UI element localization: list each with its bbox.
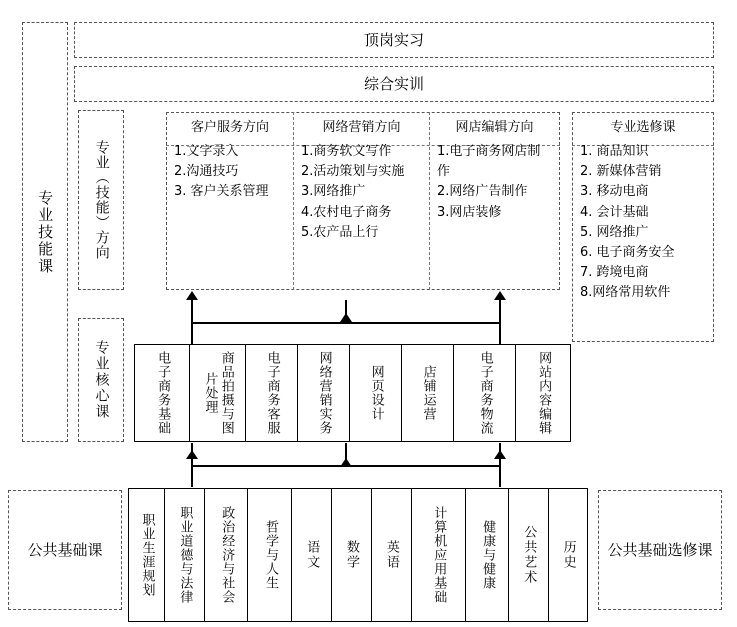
core-course-label-1: 商品拍摄与图片处理: [202, 351, 234, 435]
base-course-cell-2: [205, 489, 249, 621]
base-course-label-10: 历史: [560, 540, 576, 570]
rail-public-base: [8, 490, 122, 610]
electives-item-7: 8.网络常用软件: [580, 285, 671, 301]
base-course-cell-1: [165, 489, 205, 621]
arrow-up-upper-left: [186, 291, 198, 300]
core-course-label-3: 网络营销实务: [316, 351, 332, 435]
base-course-cell-8: [466, 489, 510, 621]
core-course-label-0: 电子商务基础: [155, 351, 171, 435]
direction-header-0: 客户服务方向: [190, 120, 269, 135]
core-course-row: [134, 344, 571, 442]
core-course-label-2: 电子商务客服: [264, 351, 280, 435]
base-course-cell-3: [248, 489, 292, 621]
connector-horizontal-upper: [191, 322, 501, 324]
direction-item-1-3: 4.农村电子商务: [301, 204, 392, 220]
direction-item-2-0: 1.电子商务网店制作: [437, 144, 541, 180]
core-course-cell-3: [298, 345, 350, 441]
arrow-up-upper-mid: [340, 313, 352, 322]
direction-item-1-0: 1.商务软文写作: [301, 144, 392, 160]
connector-lower-stub-right-down: [499, 465, 501, 487]
connector-stub-left-down: [191, 322, 193, 344]
direction-item-0-2: 3. 客户关系管理: [174, 184, 269, 200]
direction-item-2-2: 3.网店装修: [437, 204, 502, 220]
rail-public-elective-label: 公共基础选修课: [607, 540, 713, 559]
rail-skill-direction: [78, 110, 124, 290]
direction-item-0-0: 1.文字录入: [174, 144, 239, 160]
connector-stub-left: [191, 300, 193, 322]
base-course-label-2: 政治经济与社会: [219, 506, 235, 604]
direction-item-1-1: 2.活动策划与实施: [301, 164, 405, 180]
electives-item-6: 7. 跨境电商: [580, 264, 649, 280]
core-course-cell-7: [516, 345, 570, 441]
electives-item-5: 6. 电子商务安全: [580, 244, 675, 260]
direction-header-1: 网络营销方向: [322, 120, 401, 135]
direction-column-customer-service: [168, 114, 292, 288]
base-course-row: [128, 488, 588, 622]
electives-list: [574, 114, 712, 303]
core-course-cell-1: [190, 345, 246, 441]
base-course-label-7: 计算机应用基础: [431, 506, 447, 604]
direction-column-network-marketing: [295, 114, 428, 288]
core-course-label-5: 店铺运营: [420, 365, 436, 421]
base-course-cell-10: [549, 489, 587, 621]
box-top-internship: [74, 22, 714, 58]
connector-lower-stub-left-down: [191, 465, 193, 487]
core-course-label-4: 网页设计: [368, 365, 384, 421]
core-course-cell-5: [402, 345, 454, 441]
direction-item-2-1: 2.网络广告制作: [437, 184, 528, 200]
core-course-cell-6: [454, 345, 516, 441]
rail-skill-course-label: 专业技能课: [36, 189, 55, 275]
rail-skill-course: [22, 22, 68, 442]
base-course-cell-4: [292, 489, 332, 621]
rail-public-elective: [598, 490, 722, 610]
base-course-cell-5: [332, 489, 372, 621]
core-course-cell-2: [246, 345, 298, 441]
electives-header: 专业选修课: [610, 120, 676, 135]
base-course-cell-0: [129, 489, 165, 621]
rail-public-base-label: 公共基础课: [27, 540, 103, 559]
base-course-label-9: 公共艺术: [521, 525, 537, 585]
core-course-label-6: 电子商务物流: [477, 351, 493, 435]
core-course-label-7: 网站内容编辑: [536, 351, 552, 435]
direction-separator-2: [429, 112, 430, 290]
arrow-up-lower-mid: [340, 458, 352, 467]
rail-core-course-label: 专业核心课: [93, 340, 110, 420]
direction-header-2: 网店编辑方向: [455, 120, 534, 135]
direction-item-1-4: 5.农产品上行: [301, 224, 379, 240]
electives-item-3: 4. 会计基础: [580, 204, 649, 220]
base-course-cell-7: [412, 489, 466, 621]
base-course-label-6: 英语: [383, 540, 399, 570]
base-course-label-5: 数学: [344, 540, 360, 570]
base-course-label-0: 职业生涯规划: [139, 513, 155, 597]
base-course-label-4: 语文: [304, 540, 320, 570]
box-comprehensive-training-label: 综合实训: [363, 74, 424, 93]
core-course-cell-4: [350, 345, 402, 441]
base-course-cell-6: [372, 489, 412, 621]
base-course-label-8: 健康与健康: [480, 520, 496, 590]
direction-column-shop-editing: [431, 114, 558, 288]
direction-item-0-1: 2.沟通技巧: [174, 164, 239, 180]
box-top-internship-label: 顶岗实习: [363, 30, 424, 49]
electives-item-2: 3. 移动电商: [580, 184, 649, 200]
direction-separator-1: [293, 112, 294, 290]
rail-core-course: [78, 318, 124, 442]
base-course-label-1: 职业道德与法律: [177, 506, 193, 604]
arrow-up-lower-left: [186, 450, 198, 459]
box-comprehensive-training: [74, 66, 714, 102]
electives-item-1: 2. 新媒体营销: [580, 164, 662, 180]
direction-item-1-2: 3.网络推广: [301, 184, 366, 200]
arrow-up-lower-right: [494, 450, 506, 459]
connector-stub-right: [499, 300, 501, 322]
arrow-up-upper-right: [494, 291, 506, 300]
electives-item-0: 1. 商品知识: [580, 144, 649, 160]
base-course-label-3: 哲学与人生: [263, 520, 279, 590]
rail-skill-direction-label: 专业（技能）方向: [93, 140, 110, 260]
base-course-cell-9: [509, 489, 549, 621]
connector-stub-right-down: [499, 322, 501, 344]
electives-item-4: 5. 网络推广: [580, 224, 649, 240]
core-course-cell-0: [135, 345, 190, 441]
